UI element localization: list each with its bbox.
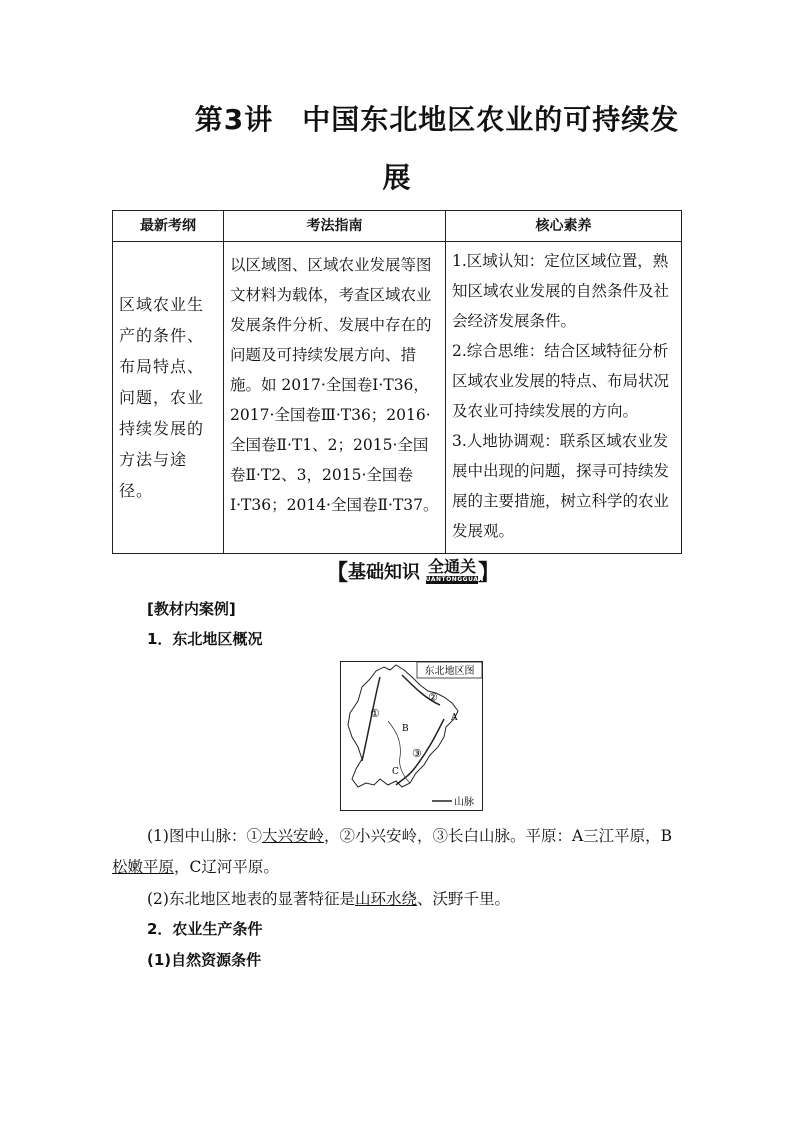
section-heading-conditions: 2．农业生产条件 bbox=[147, 920, 263, 938]
northeast-map bbox=[340, 661, 483, 811]
page-title: 第3讲 中国东北地区农业的可持续发 bbox=[194, 103, 680, 136]
banner-right-bracket: 】 bbox=[478, 560, 501, 586]
banner-left-bracket: 【 bbox=[326, 560, 349, 586]
page-title-continued: 展 bbox=[382, 161, 412, 194]
syllabus-cell: 区域农业生产的条件、布局特点、问题，农业持续发展的方法与途径。 bbox=[113, 242, 224, 554]
legend-label: 山脉 bbox=[454, 797, 474, 808]
section-heading-overview: 1．东北地区概况 bbox=[147, 630, 263, 648]
item-terrain-feature: (2)东北地区地表的显著特征是山环水绕、沃野千里。 bbox=[147, 890, 510, 908]
map-label-1: ① bbox=[370, 707, 380, 720]
map-label-b: B bbox=[402, 724, 409, 734]
exam-guide-cell: 以区域图、区域农业发展等图文材料为载体，考查区域农业发展条件分析、发展中存在的问题及可持续发展方向、措施。如 2017·全国卷Ⅰ·T36，2017·全国卷Ⅲ·T36；2016·全国卷Ⅱ·T1、2；2015·全国卷Ⅱ·T2、3，2015·全国卷Ⅰ·T36；2014·全国卷Ⅱ·T37。 bbox=[224, 242, 446, 554]
answer-mountains-rivers: 山环水绕 bbox=[354, 890, 417, 908]
core-literacy-cell bbox=[446, 242, 682, 554]
outline-table bbox=[112, 210, 682, 554]
header-exam-guide: 考法指南 bbox=[224, 211, 446, 242]
literacy-item-3: 3.人地协调观：联系区域农业发展中出现的问题，探寻可持续发展的主要措施，树立科学的农业发展观。 bbox=[452, 432, 670, 540]
header-core-literacy: 核心素养 bbox=[446, 211, 682, 242]
header-latest-syllabus: 最新考纲 bbox=[113, 211, 224, 242]
map-label-c: C bbox=[392, 767, 399, 777]
case-heading: [教材内案例] bbox=[147, 600, 236, 618]
banner-badge bbox=[420, 557, 484, 584]
literacy-item-1: 1.区域认知：定位区域位置，熟知区域农业发展的自然条件及社会经济发展条件。 bbox=[452, 252, 670, 330]
item-natural-resources: (1)自然资源条件 bbox=[147, 951, 262, 969]
map-label-a: A bbox=[451, 713, 458, 723]
map-title: 东北地区图 bbox=[424, 666, 475, 677]
item-mountains-plains-cont: 松嫩平原，C辽河平原。 bbox=[112, 858, 279, 876]
section-banner bbox=[326, 556, 500, 586]
literacy-item-2: 2.综合思维：结合区域特征分析区域农业发展的特点、布局状况及农业可持续发展的方向。 bbox=[452, 342, 670, 420]
banner-badge-text: 全通关 bbox=[428, 557, 477, 576]
map-label-3: ③ bbox=[412, 747, 422, 760]
banner-text: 基础知识 bbox=[348, 562, 421, 583]
answer-songnen-plain: 松嫩平原 bbox=[112, 858, 175, 876]
answer-greater-khingan: 大兴安岭 bbox=[261, 827, 324, 845]
map-label-2: ② bbox=[428, 691, 438, 704]
banner-badge-pinyin: QUANTONGGUAN bbox=[420, 576, 484, 583]
item-mountains-plains: (1)图中山脉：①大兴安岭，②小兴安岭，③长白山脉。平原：A三江平原，B bbox=[147, 827, 673, 845]
